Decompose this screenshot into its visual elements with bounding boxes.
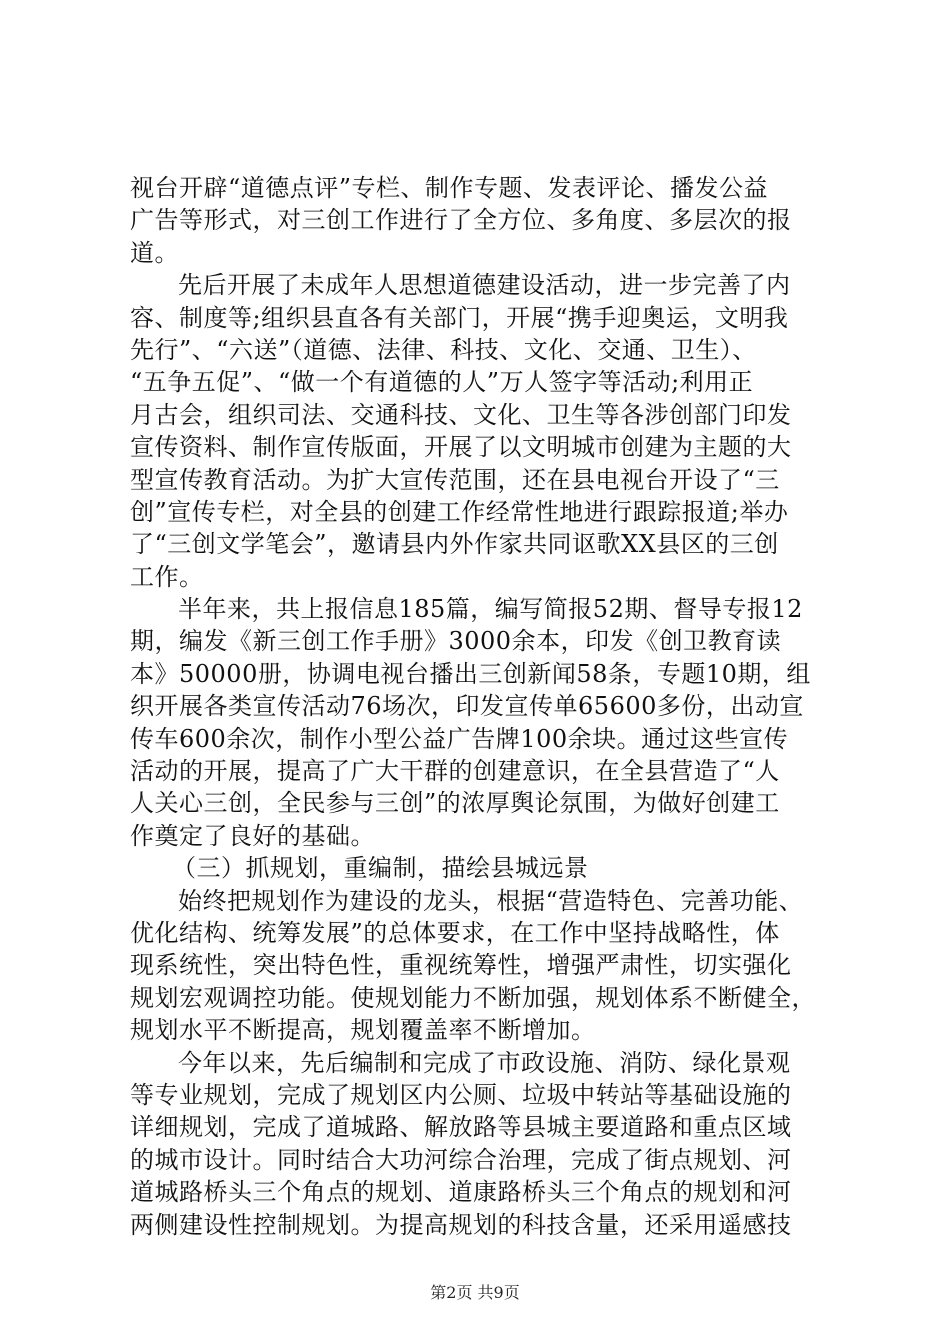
text-line: 期，编发《新三创工作手册》3000余本，印发《创卫教育读: [130, 627, 782, 656]
text-line: 了“三创文学笔会”，邀请县内外作家共同讴歌XX县区的三创: [130, 530, 779, 559]
text-line: 活动的开展，提高了广大干群的创建意识，在全县营造了“人: [130, 757, 780, 786]
text-line: 等专业规划，完成了规划区内公厕、垃圾中转站等基础设施的: [130, 1080, 792, 1109]
text-line: 视台开辟“道德点评”专栏、制作专题、发表评论、播发公益: [130, 174, 769, 202]
text-line: 人关心三创，全民参与三创”的浓厚舆论氛围，为做好创建工: [130, 789, 780, 818]
paragraph-start-line: 始终把规划作为建设的龙头，根据“营造特色、完善功能、: [178, 886, 804, 915]
text-line: “五争五促”、“做一个有道德的人”万人签字等活动;利用正: [130, 368, 754, 397]
text-line: 型宣传教育活动。为扩大宣传范围，还在县电视台开设了“三: [130, 465, 780, 494]
text-line: 规划宏观调控功能。使规划能力不断加强，规划体系不断健全，: [130, 983, 816, 1012]
section-heading: （三）抓规划，重编制，描绘县城远景: [172, 854, 589, 883]
text-line: 两侧建设性控制规划。为提高规划的科技含量，还采用遥感技: [130, 1210, 792, 1239]
text-line: 工作。: [130, 562, 204, 591]
paragraph-start-line: 半年来，共上报信息185篇，编写简报52期、督导专报12: [178, 595, 803, 624]
text-line: 传车600余次，制作小型公益广告牌100余块。通过这些宣传: [130, 724, 789, 753]
paragraph-start-line: 今年以来，先后编制和完成了市政设施、消防、绿化景观: [178, 1048, 791, 1077]
text-line: 宣传资料、制作宣传版面，开展了以文明城市创建为主题的大: [130, 433, 792, 462]
body-text: [130, 172, 832, 1241]
text-line: 织开展各类宣传活动76场次，印发宣传单65600多份，出动宣: [130, 692, 804, 721]
text-line: 现系统性，突出特色性，重视统筹性，增强严肃性，切实强化: [130, 951, 792, 980]
paragraph-start-line: 先后开展了未成年人思想道德建设活动，进一步完善了内: [178, 271, 791, 300]
text-line: 容、制度等;组织县直各有关部门，开展“携手迎奥运，文明我: [130, 303, 789, 332]
text-line: 月古会，组织司法、交通科技、文化、卫生等各涉创部门印发: [130, 400, 792, 429]
text-line: 本》50000册，协调电视台播出三创新闻58条，专题10期，组: [130, 659, 811, 688]
text-line: 道城路桥头三个角点的规划、道康路桥头三个角点的规划和河: [130, 1178, 792, 1207]
text-line: 优化结构、统筹发展”的总体要求，在工作中坚持战略性，体: [130, 918, 780, 947]
text-line: 规划水平不断提高，规划覆盖率不断增加。: [130, 1016, 596, 1045]
text-line: 道。: [130, 238, 179, 267]
text-line: 先行”、“六送”（道德、法律、科技、文化、交通、卫生）、: [130, 335, 757, 364]
text-line: 作奠定了良好的基础。: [130, 821, 375, 850]
text-line: 创”宣传专栏，对全县的创建工作经常性地进行跟踪报道;举办: [130, 497, 789, 526]
text-line: 详细规划，完成了道城路、解放路等县城主要道路和重点区域: [130, 1113, 792, 1142]
page-number-footer: 第2页 共9页: [430, 1283, 520, 1302]
text-line: 的城市设计。同时结合大功河综合治理，完成了街点规划、河: [130, 1145, 792, 1174]
text-line: 广告等形式，对三创工作进行了全方位、多角度、多层次的报: [130, 206, 792, 235]
